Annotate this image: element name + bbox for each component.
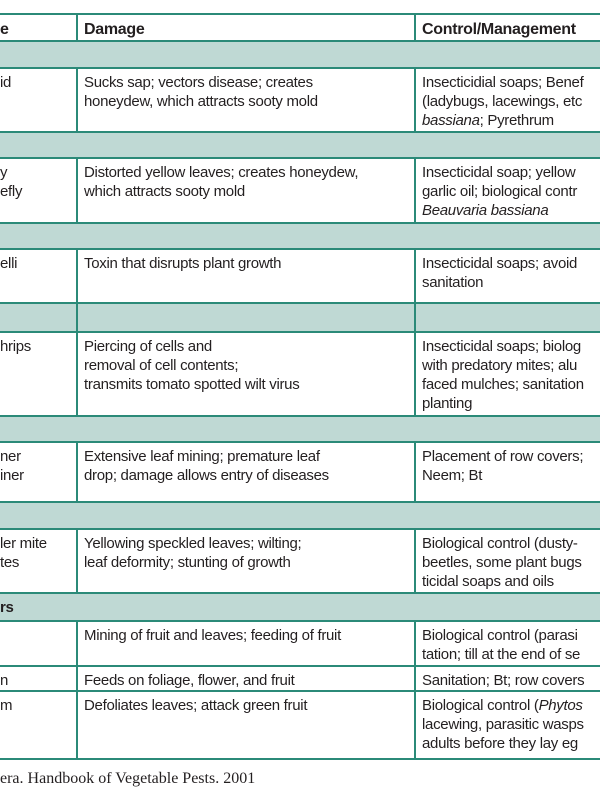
table-row: [0, 441, 600, 501]
damage-cell: [76, 304, 414, 331]
control-cell: Insecticidal soap; yellow garlic oil; biological contr Beauvaria bassiana: [414, 159, 600, 222]
control-cell: Biological control (parasi tation; till at the end of se: [414, 622, 600, 665]
control-cell: [414, 42, 600, 67]
damage-cell: Extensive leaf mining; premature leaf drop; damage allows entry of diseases: [76, 443, 414, 501]
pest-name-cell: [0, 133, 76, 157]
table-row: [0, 665, 600, 690]
damage-cell: [76, 417, 414, 441]
section-band-row: [0, 131, 600, 157]
section-label: rs: [0, 599, 14, 616]
control-cell: Sanitation; Bt; row covers: [414, 667, 600, 690]
pest-name-cell: [0, 224, 76, 248]
control-cell: [414, 133, 600, 157]
pest-name-cell: elli: [0, 255, 18, 272]
table-header-row: [0, 13, 600, 40]
damage-cell: Piercing of cells and removal of cell contents; transmits tomato spotted wilt virus: [76, 333, 414, 415]
table-row: [0, 157, 600, 222]
table-row: [0, 528, 600, 592]
section-band-row: [0, 501, 600, 528]
control-cell: [414, 503, 600, 528]
header-damage: Damage: [76, 15, 414, 40]
pest-name-cell: m: [0, 697, 13, 714]
pest-name-cell: ler mite tes: [0, 535, 47, 571]
pest-name-cell: hrips: [0, 338, 32, 355]
pest-name-cell: ner iner: [0, 448, 24, 484]
pest-name-cell: [0, 503, 76, 528]
control-cell: Placement of row covers; Neem; Bt: [414, 443, 600, 501]
damage-cell: [76, 42, 414, 67]
damage-cell: [76, 224, 414, 248]
control-cell: Biological control (dusty- beetles, some plant bugs ticidal soaps and oils: [414, 530, 600, 592]
damage-cell: [76, 503, 414, 528]
table-row: [0, 67, 600, 131]
control-cell: Insecticidal soaps; avoid sanitation: [414, 250, 600, 302]
control-cell: Insecticidial soaps; Benef (ladybugs, lacewings, etc bassiana; Pyrethrum: [414, 69, 600, 131]
source-citation: era. Handbook of Vegetable Pests. 2001: [0, 770, 256, 787]
damage-cell: Defoliates leaves; attack green fruit: [76, 692, 414, 758]
section-band-row: [0, 302, 600, 331]
table-row: [0, 620, 600, 665]
damage-cell: Toxin that disrupts plant growth: [76, 250, 414, 302]
damage-cell: Distorted yellow leaves; creates honeydew, which attracts sooty mold: [76, 159, 414, 222]
header-pest-name: e: [0, 21, 9, 38]
pest-name-cell: [0, 622, 76, 665]
pest-name-cell: [0, 304, 76, 331]
pest-name-cell: n: [0, 672, 9, 689]
pest-name-cell: y efly: [0, 164, 23, 200]
section-band-row: [0, 592, 600, 620]
control-cell: [414, 224, 600, 248]
table-row: [0, 331, 600, 415]
damage-cell: Mining of fruit and leaves; feeding of fruit: [76, 622, 414, 665]
pest-name-cell: id: [0, 74, 12, 91]
control-cell: Biological control (Phytos lacewing, parasitic wasps adults before they lay eg: [414, 692, 600, 758]
section-band-row: [0, 40, 600, 67]
table-row: [0, 248, 600, 302]
section-band-row: [0, 415, 600, 441]
control-cell: Insecticidal soaps; biolog with predatory mites; alu faced mulches; sanitation planting: [414, 333, 600, 415]
pest-name-cell: [0, 42, 76, 67]
control-cell: [414, 417, 600, 441]
header-control: Control/Management: [414, 15, 600, 40]
table-row: [0, 690, 600, 760]
damage-cell: Yellowing speckled leaves; wilting; leaf deformity; stunting of growth: [76, 530, 414, 592]
control-cell: [414, 304, 600, 331]
damage-cell: Feeds on foliage, flower, and fruit: [76, 667, 414, 690]
damage-cell: [76, 133, 414, 157]
section-band-row: [0, 222, 600, 248]
pest-name-cell: [0, 417, 76, 441]
damage-cell: Sucks sap; vectors disease; creates honeydew, which attracts sooty mold: [76, 69, 414, 131]
